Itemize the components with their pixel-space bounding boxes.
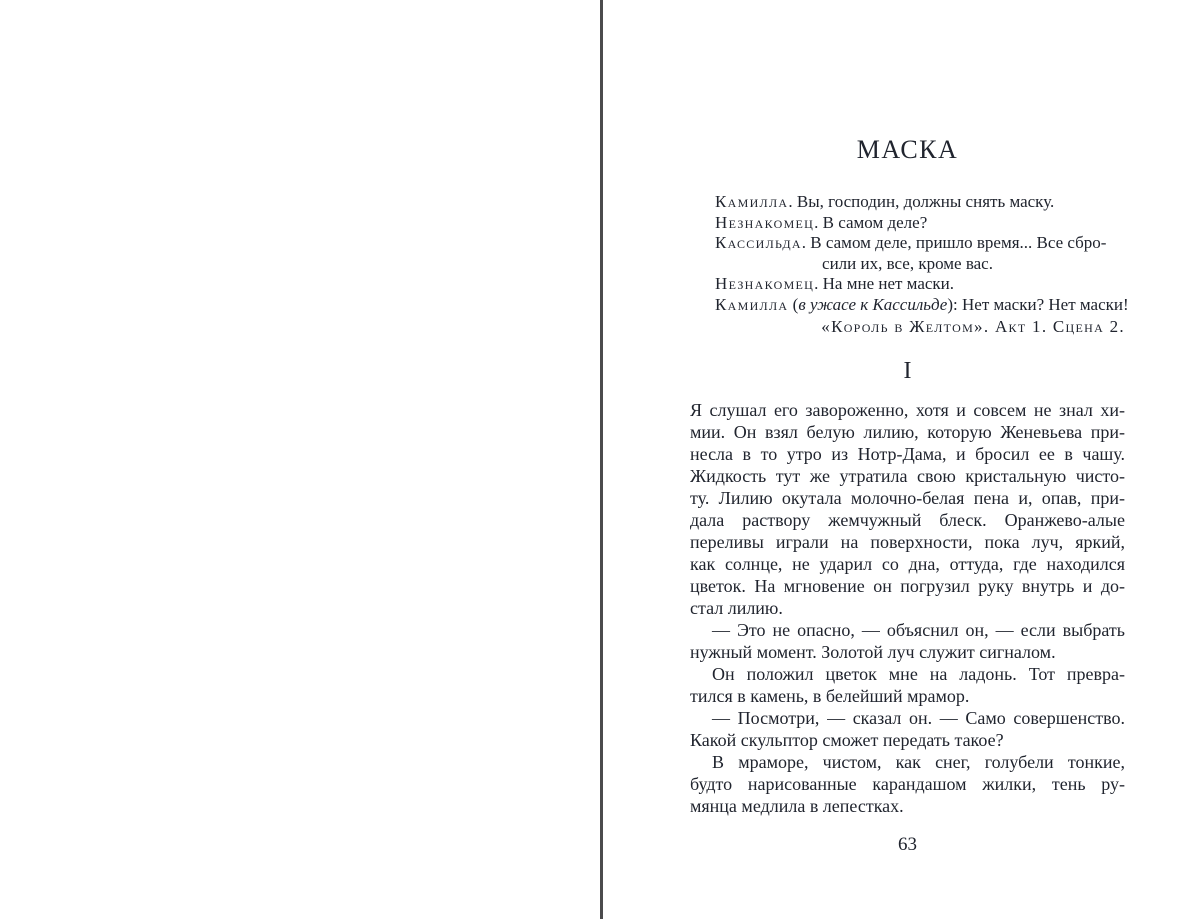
- epigraph-line: [690, 294, 1129, 316]
- page-content: [690, 0, 1129, 856]
- epigraph-segment: ): Нет маски? Нет маски!: [947, 294, 1129, 314]
- body-line: Он положил цветок мне на ладонь. Тот превра-: [712, 663, 1125, 684]
- epigraph-segment: . На мне нет маски.: [814, 274, 955, 293]
- epigraph-segment: Камилла: [715, 192, 789, 211]
- body-line: несла в то утро из Нотр-Дама, и бросил ее в чашу.: [690, 443, 1125, 464]
- epigraph-line: [690, 233, 1125, 254]
- epigraph-line: [690, 192, 1125, 213]
- body-line: дала раствору жемчужный блеск. Оранжево-алые: [690, 509, 1125, 530]
- epigraph-segment: Кассильда: [715, 233, 802, 252]
- body-line: стал лилию.: [690, 597, 783, 618]
- epigraph-segment: в ужасе к Кассильде: [798, 294, 948, 314]
- epigraph-segment: Незнакомец: [715, 274, 815, 293]
- body-line: мянца медлила в лепестках.: [690, 795, 904, 816]
- body-line: цветок. На мгновение он погрузил руку внутрь и до-: [690, 575, 1125, 596]
- page-number: 63: [898, 833, 917, 855]
- body-text: [690, 399, 1125, 817]
- epigraph-segment: «Король в Желтом». Акт 1. Сцена 2.: [821, 317, 1125, 336]
- epigraph-segment: Камилла: [715, 294, 789, 314]
- epigraph-line: [690, 254, 1125, 275]
- body-line: Какой скульптор сможет передать такое?: [690, 729, 1004, 750]
- epigraph-segment: . В самом деле?: [814, 212, 928, 232]
- body-line: тился в камень, в белейший мрамор.: [690, 685, 970, 706]
- epigraph-attribution: [690, 317, 1125, 338]
- body-line: мии. Он взял белую лилию, которую Женевьева при-: [690, 421, 1125, 442]
- epigraph-segment: сили их, все, кроме вас.: [822, 253, 993, 273]
- body-line: нужный момент. Золотой луч служит сигналом.: [690, 641, 1056, 662]
- body-line: В мраморе, чистом, как снег, голубели тонкие,: [712, 751, 1125, 772]
- section-heading: I: [903, 357, 912, 384]
- body-line: ту. Лилию окутала молочно-белая пена и, опав, при-: [690, 487, 1125, 508]
- body-line: — Посмотри, — сказал он. — Само совершенство.: [712, 707, 1125, 728]
- body-line: будто нарисованные карандашом жилки, тень ру-: [690, 773, 1125, 794]
- epigraph-line: [690, 213, 1125, 234]
- body-line: — Это не опасно, — объяснил он, — если выбрать: [712, 619, 1125, 640]
- epigraph-segment: . В самом деле, пришло время... Все сбро-: [801, 233, 1107, 252]
- body-line: Я слушал его завороженно, хотя и совсем не знал хи-: [690, 399, 1125, 420]
- epigraph-line: [690, 274, 1125, 295]
- epigraph: [690, 192, 1129, 338]
- left-page-blank: [0, 0, 600, 919]
- body-line: переливы играли на поверхности, пока луч, яркий,: [690, 531, 1125, 552]
- epigraph-segment: Незнакомец: [715, 212, 815, 232]
- body-line: как солнце, не ударил со дна, оттуда, где находился: [690, 553, 1125, 574]
- chapter-title: МАСКА: [856, 135, 959, 164]
- body-line: Жидкость тут же утратила свою кристальную чисто-: [690, 465, 1125, 486]
- epigraph-segment: (: [788, 294, 799, 314]
- epigraph-segment: . Вы, господин, должны снять маску.: [788, 192, 1055, 211]
